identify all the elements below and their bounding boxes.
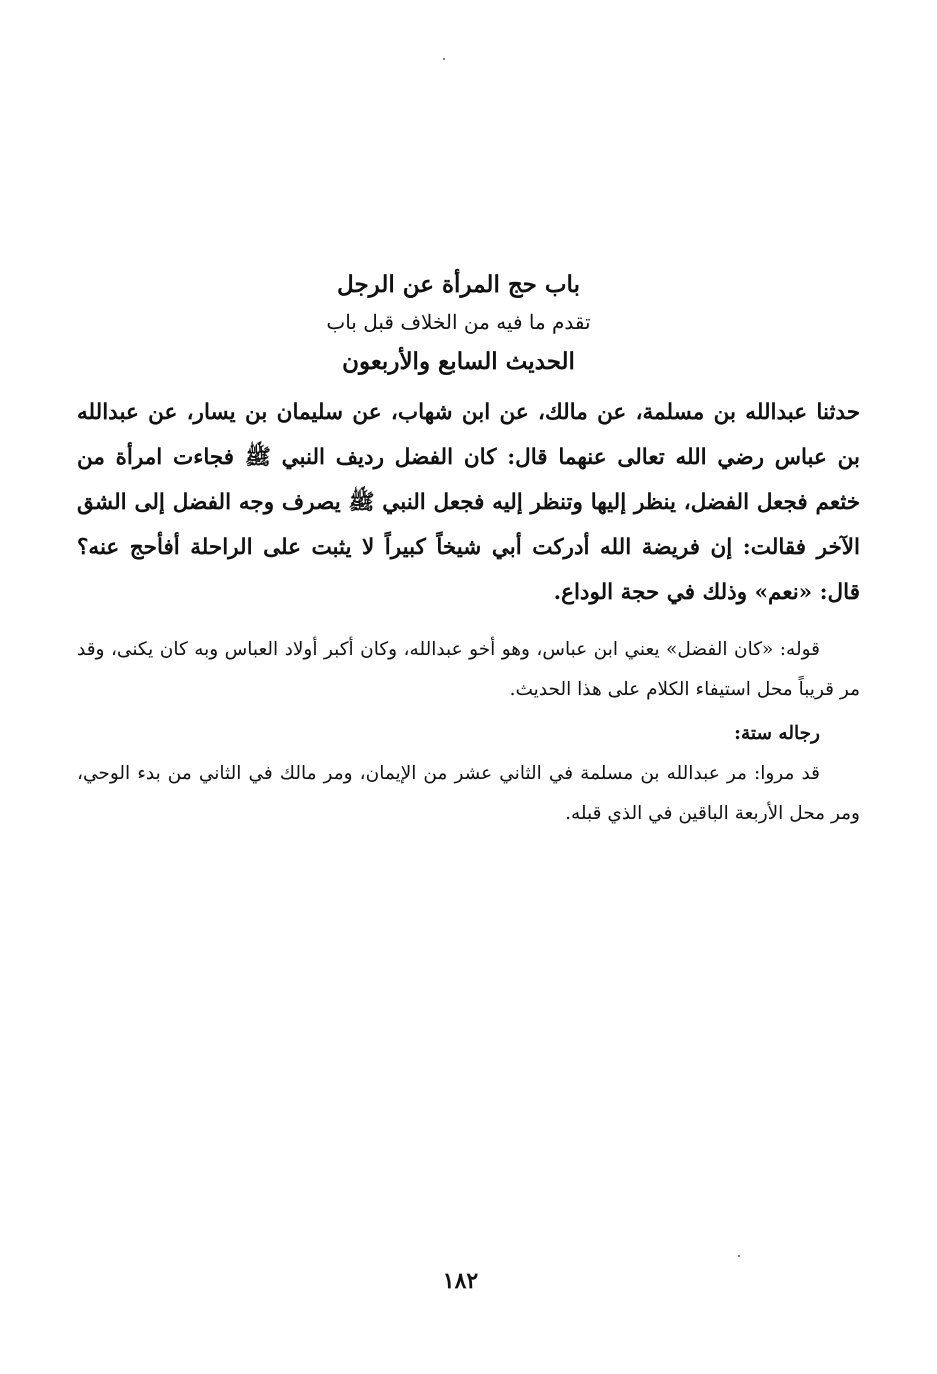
chapter-note: تقدم ما فيه من الخلاف قبل باب (326, 310, 591, 334)
chapter-headings (0, 266, 937, 384)
commentary-paragraph: قوله: «كان الفضل» يعني ابن عباس، وهو أخو عبدالله، وكان أكبر أولاد العباس وبه كان يكنى، وقد مر قريباً محل استيفاء الكلام على هذا الحديث. (77, 639, 860, 700)
hadith-heading: الحديث السابع والأربعون (342, 348, 575, 375)
commentary (77, 630, 860, 834)
scan-speck (738, 1255, 740, 1257)
scan-speck (443, 58, 445, 60)
commentary-paragraph: قد مروا: مر عبدالله بن مسلمة في الثاني عشر من الإيمان، ومر مالك في الثاني من بدء الوحي، ومر محل الأربعة الباقين في الذي قبله. (77, 763, 860, 824)
hadith-text: حدثنا عبدالله بن مسلمة، عن مالك، عن ابن شهاب، عن سليمان بن يسار، عن عبدالله بن عباس رضي الله تعالى عنهما قال: كان الفضل رديف النبي ﷺ فجاءت امرأة من خثعم فجعل الفضل، ينظر إليها وتنظر إليه فجعل النبي ﷺ يصرف وجه الفضل إلى الشق الآخر فقالت: إن فريضة الله أدركت أبي شيخاً كبيراً لا يثبت على الراحلة أفأحج عنه؟ قال: «نعم» وذلك في حجة الوداع. (77, 400, 860, 605)
rijal-heading: رجاله ستة: (734, 723, 820, 744)
page-number: ١٨٢ (442, 1268, 479, 1294)
chapter-title: باب حج المرأة عن الرجل (337, 271, 580, 298)
